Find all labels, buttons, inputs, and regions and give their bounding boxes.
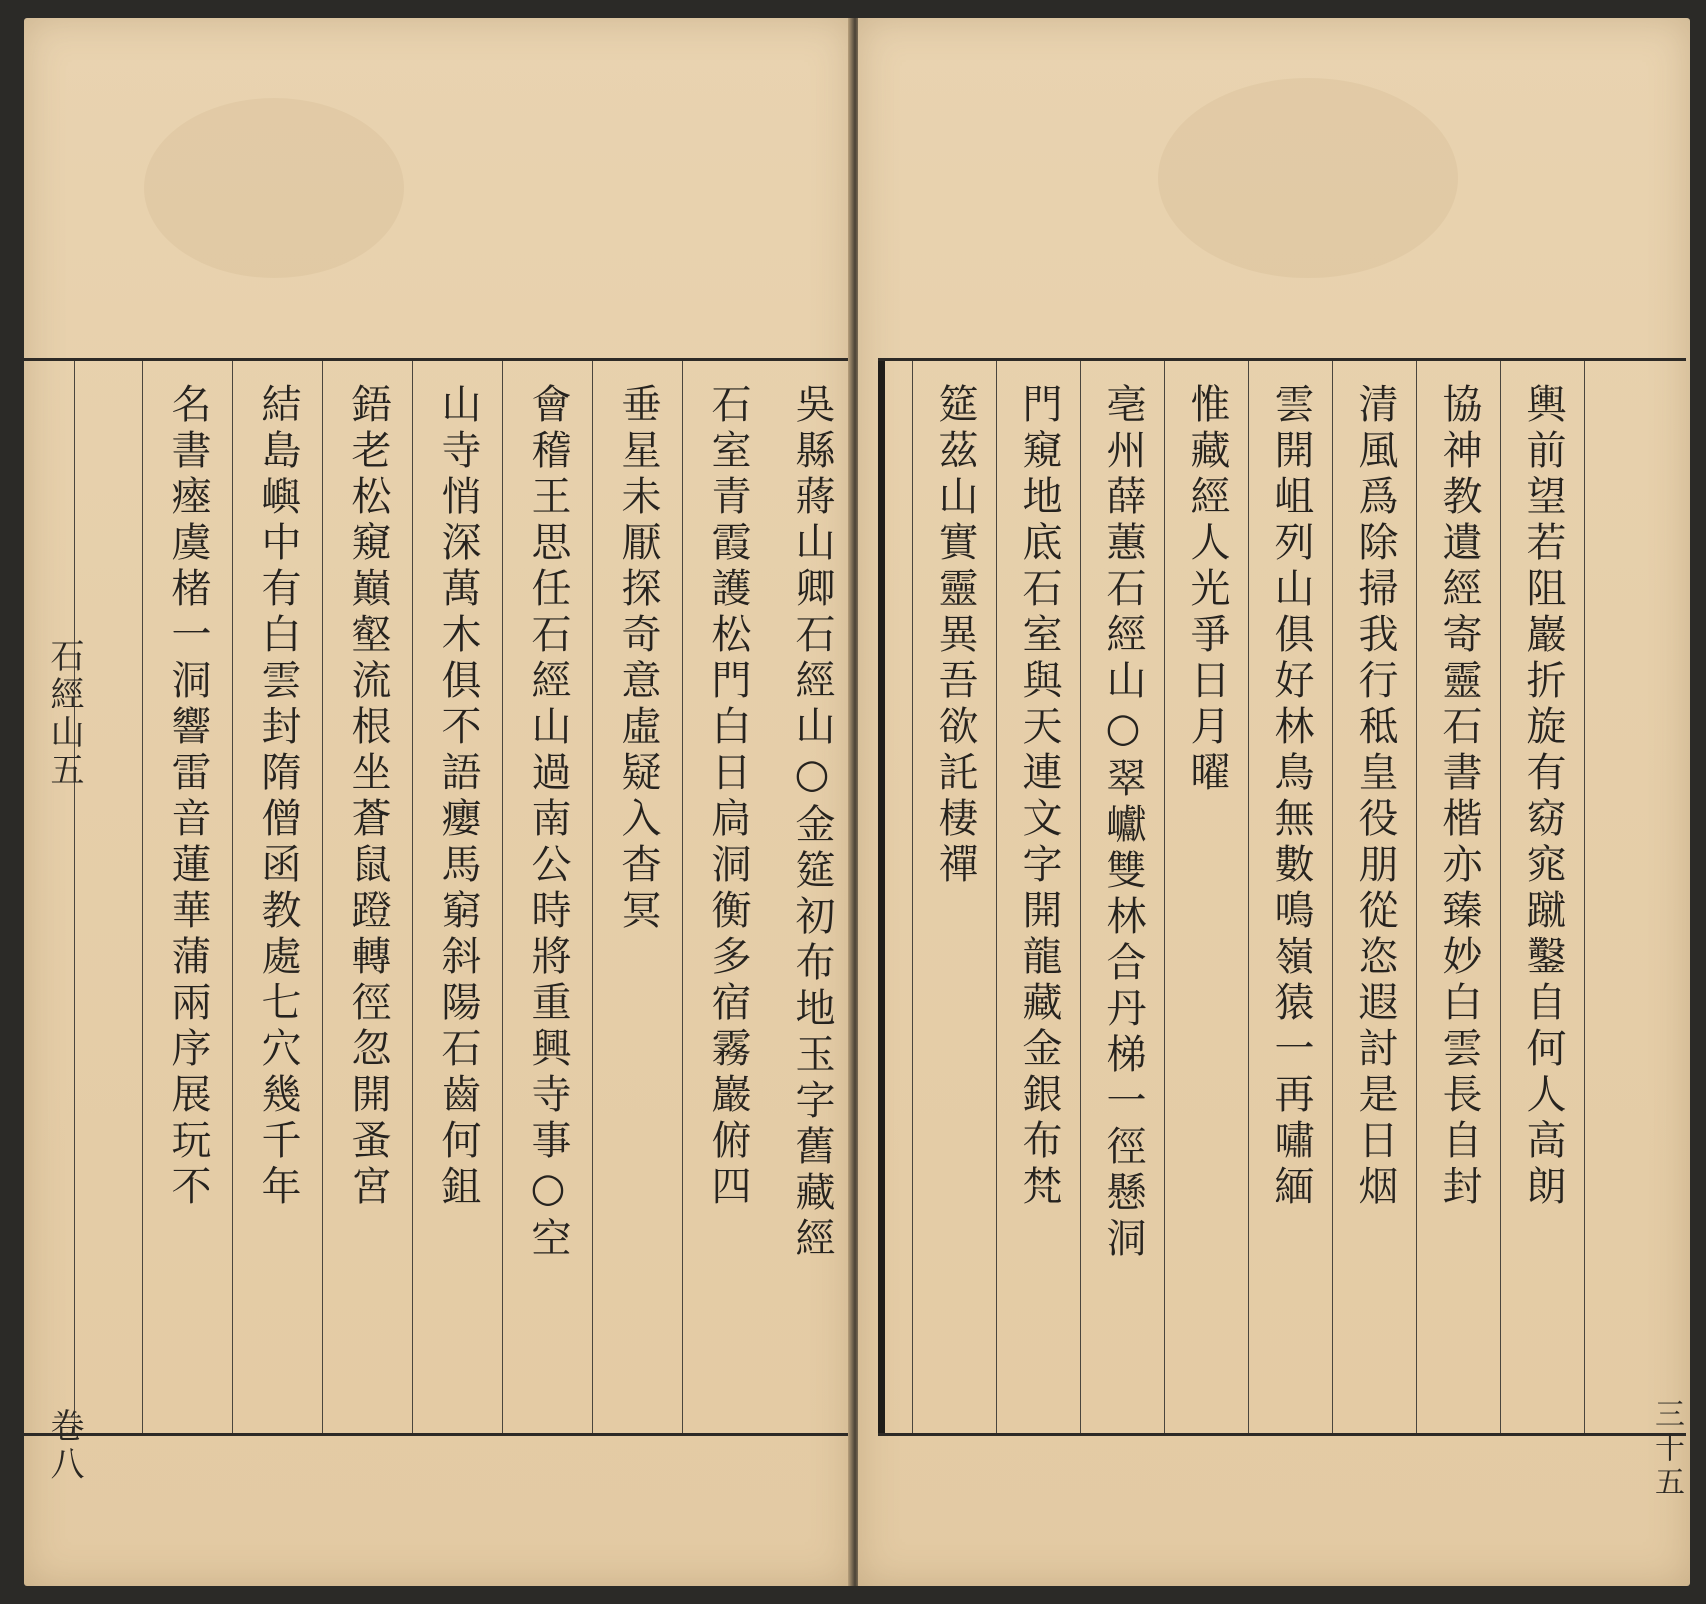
left-col-5 — [412, 361, 503, 1433]
paper-stain — [1158, 78, 1458, 278]
right-col-1-text: 輿前望若阻巖折旋有窈窕蹴鑿自何人高朗 — [1520, 383, 1566, 1211]
right-col-6-text: 亳州薛蕙石經山○翠巘雙林合丹梯一徑懸洞 — [1100, 383, 1146, 1263]
right-col-4 — [1248, 361, 1333, 1433]
left-col-3-text: 垂星未厭探奇意虛疑入杳冥 — [615, 383, 661, 935]
right-col-7 — [996, 361, 1081, 1433]
left-col-7 — [232, 361, 323, 1433]
left-col-8 — [142, 361, 233, 1433]
page-number: 三十五 — [1649, 1398, 1684, 1500]
right-col-2 — [1416, 361, 1501, 1433]
right-col-1 — [1500, 361, 1585, 1433]
left-col-1-text: 吳縣蔣山卿石經山○金筵初布地玉字舊藏經 — [789, 383, 835, 1263]
left-col-1 — [772, 361, 852, 1433]
left-margin-column — [74, 361, 143, 1433]
right-col-6 — [1080, 361, 1165, 1433]
right-text-frame — [878, 358, 1686, 1436]
left-col-4-text: 會稽王思任石經山過南公時將重興寺事○空 — [525, 383, 571, 1263]
left-col-3 — [592, 361, 683, 1433]
left-col-6-text: 鋙老松窺巔壑流根坐蒼鼠蹬轉徑忽開蚤宮 — [345, 383, 391, 1211]
left-col-5-text: 山寺悄深萬木俱不語癭馬窮斜陽石齒何鉏 — [435, 383, 481, 1211]
right-col-4-text: 雲開岨列山俱好林鳥無數鳴嶺猿一再嘯緬 — [1268, 383, 1314, 1211]
right-col-5-text: 惟藏經人光爭日月曜 — [1184, 383, 1230, 797]
right-col-8-text: 筵茲山實靈異吾欲託棲禪 — [932, 383, 978, 889]
left-col-4 — [502, 361, 593, 1433]
right-margin-column — [1584, 361, 1685, 1433]
right-col-3 — [1332, 361, 1417, 1433]
right-col-2-text: 協神教遺經寄靈石書楷亦臻妙白雲長自封 — [1436, 383, 1482, 1211]
left-text-frame — [24, 358, 852, 1436]
left-page — [24, 18, 852, 1586]
right-col-8 — [912, 361, 997, 1433]
right-col-7-text: 門窺地底石室與天連文字開龍藏金銀布梵 — [1016, 383, 1062, 1211]
right-col-3-text: 清風爲除掃我行秪皇役朋從恣遐討是日烟 — [1352, 383, 1398, 1211]
right-col-5 — [1164, 361, 1249, 1433]
left-col-8-text: 名書瘞虞楮一洞響雷音蓮華蒲兩序展玩不 — [165, 383, 211, 1211]
right-page — [858, 18, 1690, 1586]
paper-stain — [144, 98, 404, 278]
left-col-2-text: 石室青霞護松門白日扃洞衡多宿霧巖俯四 — [705, 383, 751, 1211]
left-col-6 — [322, 361, 413, 1433]
left-col-7-text: 結島嶼中有白雲封隋僧函教處七穴幾千年 — [255, 383, 301, 1211]
margin-title: 石經山五 — [44, 638, 84, 790]
volume-label: 卷八 — [44, 1408, 84, 1484]
left-col-2 — [682, 361, 773, 1433]
